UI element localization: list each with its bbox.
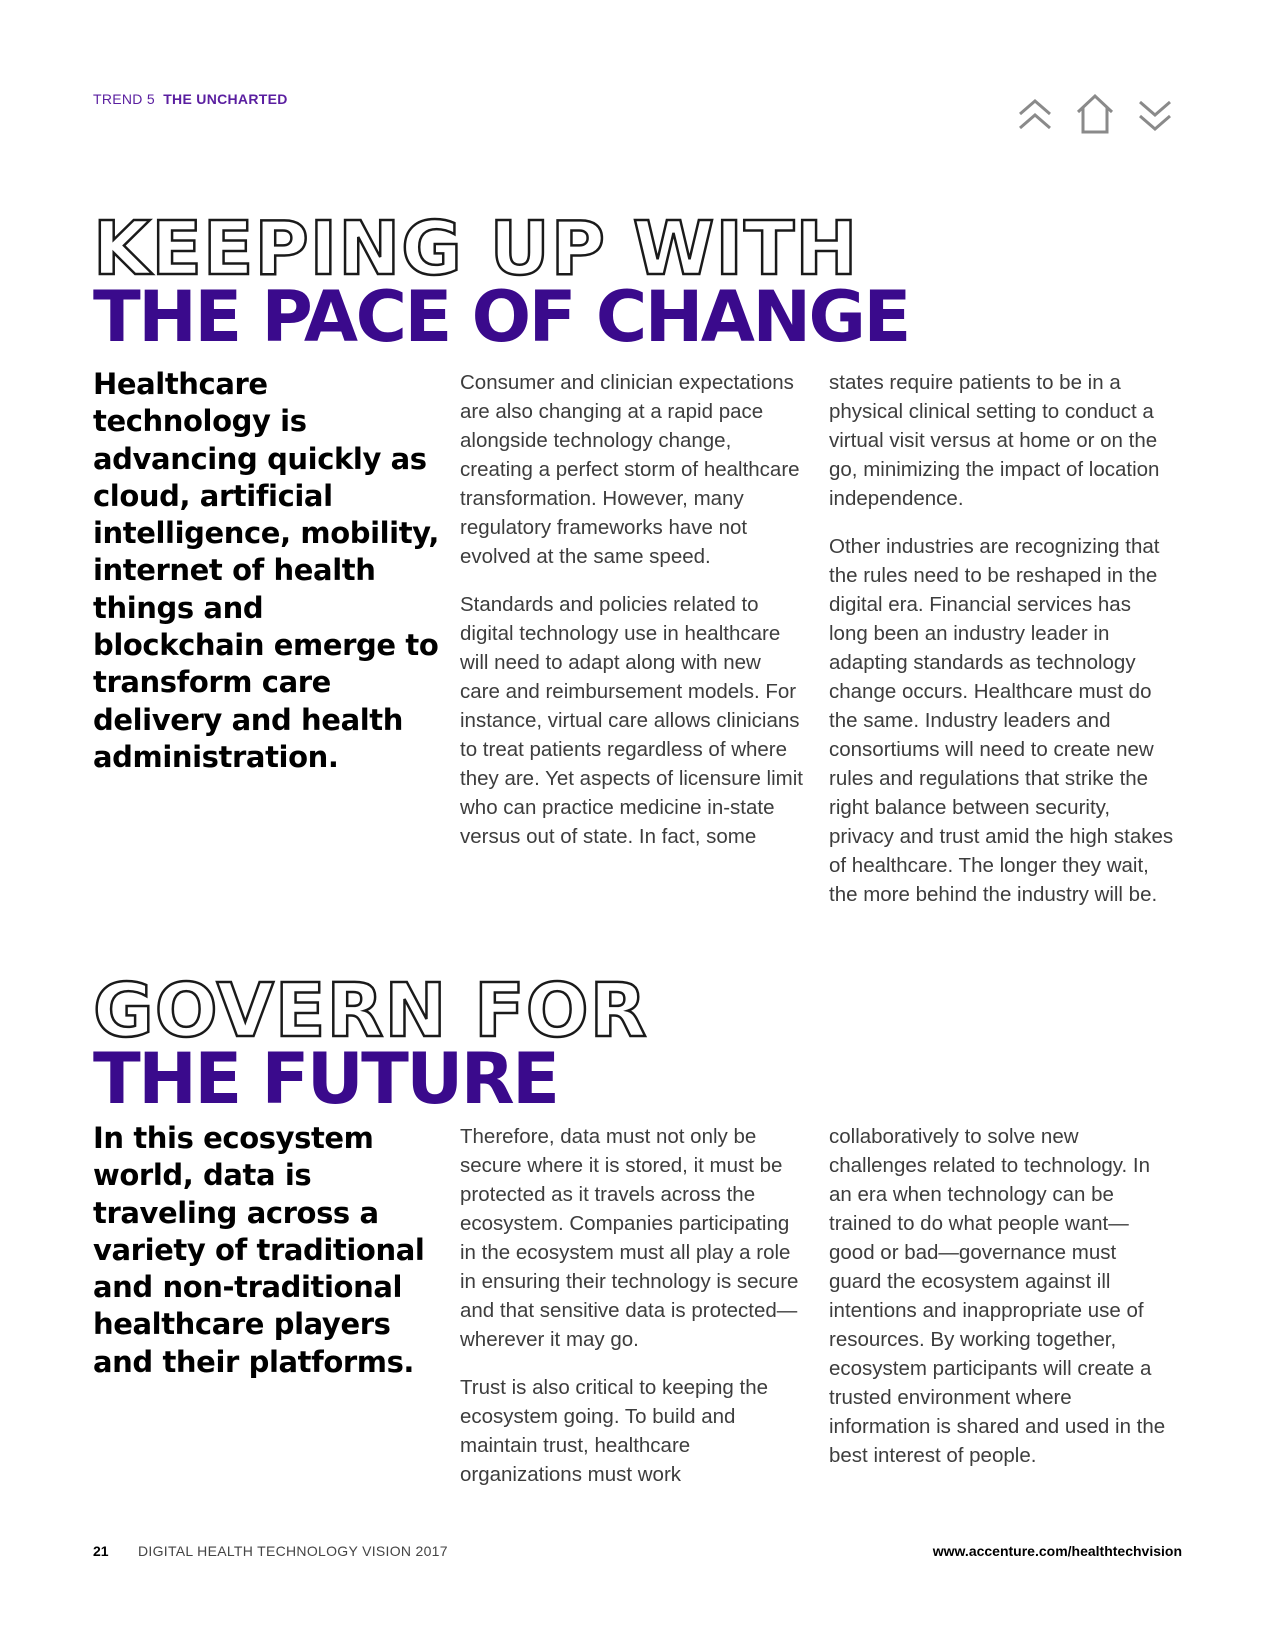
section2-intro: In this ecosystem world, data is traveling across a variety of traditional and non-traditional healthcare players and their platforms. (93, 1121, 425, 1379)
trend-number: TREND 5 (93, 91, 155, 107)
section1-column-1 (460, 368, 805, 870)
trend-label (93, 91, 288, 107)
section1-col2-paragraph-2: Other industries are recognizing that the rules need to be reshaped in the digital era. Financial services has long been an industry leader in adapting standards as technology change occurs. Healthcare must do the same. Industry leaders and consortiums will need to create new rules and regulations that strike the right balance between security, privacy and trust amid the high stakes of healthcare. The longer they wait, the more behind the industry will be. (829, 535, 1174, 906)
website-link[interactable]: www.accenture.com/healthtechvision (932, 1543, 1182, 1559)
section1-col2-paragraph-1: states require patients to be in a physical clinical setting to conduct a virtual visit versus at home or on the go, minimizing the impact of location independence. (829, 371, 1160, 510)
page-navigation (1012, 92, 1182, 140)
next-section-button[interactable] (1132, 92, 1178, 138)
home-button[interactable] (1072, 92, 1118, 138)
section2-col2-paragraph-1: collaboratively to solve new challenges related to technology. In an era when technology can be trained to do what people want—good or bad—governance must guard the ecosystem against ill intentions and inappropriate use of resources. By working together, ecosystem participants will create a trusted environment where information is shared and used in the best interest of people. (829, 1125, 1166, 1467)
section2-col1-paragraph-1: Therefore, data must not only be secure where it is stored, it must be protected as it travels across the ecosystem. Companies participating in the ecosystem must all play a role in ensuring their technology is secure and that sensitive data is protected—wherever it may go. (460, 1125, 799, 1351)
home-icon (1072, 92, 1118, 138)
section2-heading-outline: GOVERN FOR (93, 968, 648, 1054)
double-chevron-up-icon (1012, 92, 1058, 138)
section1-intro: Healthcare technology is advancing quickly as cloud, artificial intelligence, mobility, internet of health things and blockchain emerge to transform care delivery and health administration. (93, 367, 440, 774)
section1-column-2 (829, 368, 1174, 928)
page-number: 21 (93, 1543, 109, 1559)
previous-section-button[interactable] (1012, 92, 1058, 138)
double-chevron-down-icon (1132, 92, 1178, 138)
section2-column-1 (460, 1122, 805, 1508)
section1-heading-outline: KEEPING UP WITH (93, 206, 859, 292)
section1-col1-paragraph-1: Consumer and clinician expectations are also changing at a rapid pace alongside technology change, creating a perfect storm of healthcare transformation. However, many regulatory frameworks have not evolved at the same speed. (460, 371, 800, 568)
section2-heading-solid: THE FUTURE (93, 1038, 558, 1120)
trend-name: THE UNCHARTED (163, 91, 288, 107)
publication-title: DIGITAL HEALTH TECHNOLOGY VISION 2017 (138, 1543, 448, 1559)
section2-col1-paragraph-2: Trust is also critical to keeping the ecosystem going. To build and maintain trust, healthcare organizations must work (460, 1376, 769, 1486)
section2-column-2 (829, 1122, 1174, 1489)
section1-col1-paragraph-2: Standards and policies related to digital technology use in healthcare will need to adapt along with new care and reimbursement models. For instance, virtual care allows clinicians to treat patients regardless of where they are. Yet aspects of licensure limit who can practice medicine in-state versus out of state. In fact, some (460, 593, 803, 848)
section1-heading-solid: THE PACE OF CHANGE (93, 276, 909, 358)
